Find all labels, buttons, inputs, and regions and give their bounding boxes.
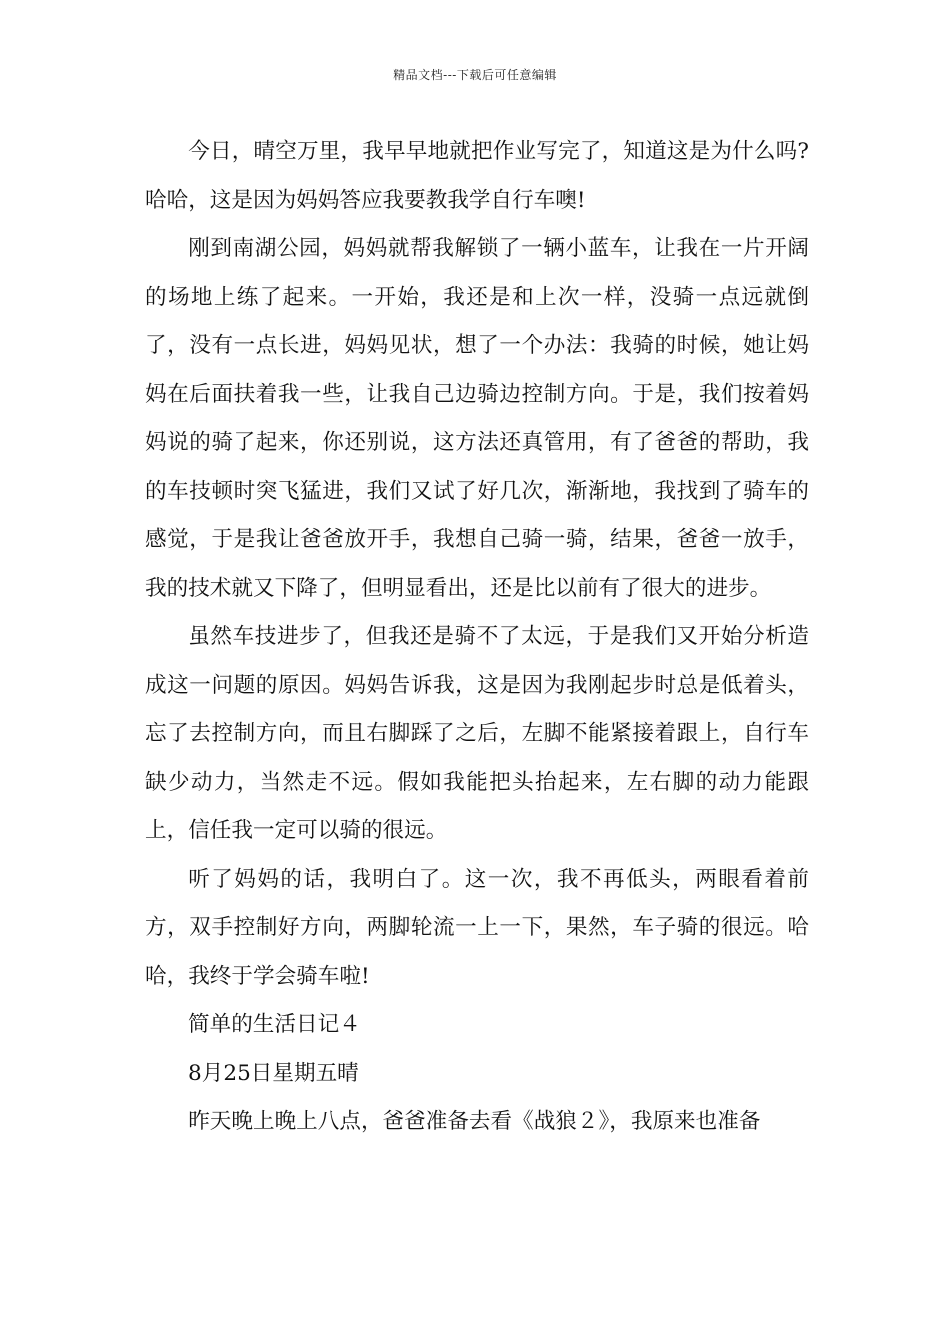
entry-date: 8月25日星期五晴 [188, 1060, 359, 1086]
paragraph-2: 刚到南湖公园，妈妈就帮我解锁了一辆小蓝车，让我在一片开阔的场地上练了起来。一开始，我还是和上次一样，没骑一点远就倒了，没有一点长进，妈妈见状，想了一个办法：我骑的时候，她让妈妈在后面扶着我一些，让我自己边骑边控制方向。于是，我们按着妈妈说的骑了起来，你还别说，这方法还真管用，有了爸爸的帮助，我的车技顿时突飞猛进，我们又试了好几次，渐渐地，我找到了骑车的感觉，于是我让爸爸放开手，我想自己骑一骑，结果，爸爸一放手，我的技术就又下降了，但明显看出，还是比以前有了很大的进步。 [145, 236, 809, 601]
document-body [145, 128, 809, 1147]
paragraph-5: 昨天晚上晚上八点，爸爸准备去看《战狼２》，我原来也准备 [188, 1109, 761, 1134]
paragraph-3: 虽然车技进步了，但我还是骑不了太远，于是我们又开始分析造成这一问题的原因。妈妈告诉我，这是因为我刚起步时总是低着头，忘了去控制方向，而且右脚踩了之后，左脚不能紧接着跟上，自行车缺少动力，当然走不远。假如我能把头抬起来，左右脚的动力能跟上，信任我一定可以骑的很远。 [145, 624, 809, 843]
entry-title: 简单的生活日记４ [188, 1012, 361, 1037]
paragraph-1: 今日，晴空万里，我早早地就把作业写完了，知道这是为什么吗?哈哈，这是因为妈妈答应我要教我学自行车噢! [145, 139, 809, 213]
paragraph-4: 听了妈妈的话，我明白了。这一次，我不再低头，两眼看着前方，双手控制好方向，两脚轮流一上一下，果然，车子骑的很远。哈哈，我终于学会骑车啦! [145, 866, 809, 989]
page-header: 精品文档---下载后可任意编辑 [393, 68, 557, 82]
